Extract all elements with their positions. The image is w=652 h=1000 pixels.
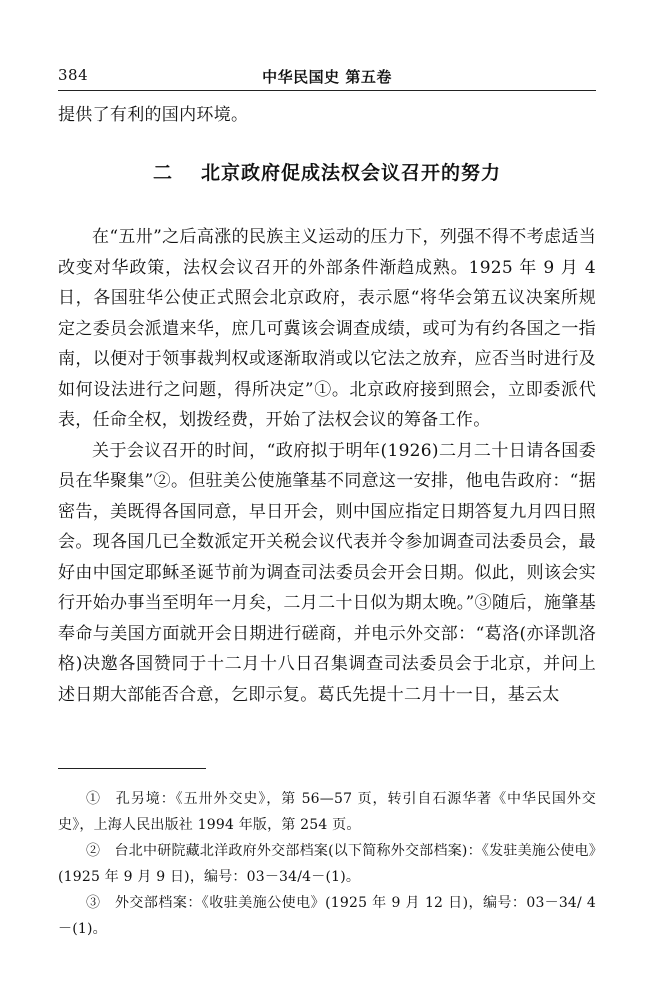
page-number: 384 — [58, 66, 89, 84]
header-rule — [58, 90, 596, 91]
section-title: 北京政府促成法权会议召开的努力 — [201, 162, 502, 184]
footnotes — [58, 786, 596, 942]
footnote: ① 孔另境：《五卅外交史》，第 56—57 页，转引自石源华著《中华民国外交史》，上海人民出版社 1994 年版，第 254 页。 — [58, 791, 596, 833]
section-number: 二 — [152, 162, 173, 184]
section-heading — [58, 158, 596, 185]
footnote: ② 台北中研院藏北洋政府外交部档案(以下简称外交部档案)：《发驻美施公使电》(1925 年 9 月 9 日)，编号：03－34/4－(1)。 — [58, 843, 596, 885]
paragraph: 在“五卅”之后高涨的民族主义运动的压力下，列强不得不考虑适当改变对华政策，法权会议召开的外部条件渐趋成熟。1925 年 9 月 4 日，各国驻华公使正式照会北京政府，表示愿“将华会第五议决案所规定之委员会派遣来华，庶几可冀该会调查成绩，或可为有约各国之一指南，以便对于领事裁判权或逐渐取消或以它法之放弃，应否当时进行及如何设法进行之问题，得所决定”①。北京政府接到照会，立即委派代表，任命全权，划拨经费，开始了法权会议的筹备工作。 — [58, 227, 596, 430]
running-title: 中华民国史 第五卷 — [262, 68, 392, 86]
footnote: ③ 外交部档案：《收驻美施公使电》(1925 年 9 月 12 日)，编号：03－34/ 4－(1)。 — [58, 895, 596, 937]
main-text — [58, 222, 596, 710]
page-header — [58, 66, 596, 90]
continuation-line: 提供了有利的国内环境。 — [58, 105, 249, 125]
paragraph: 关于会议召开的时间，“政府拟于明年(1926)二月二十日请各国委员在华聚集”②。但驻美公使施肇基不同意这一安排，他电告政府：“据密告，美既得各国同意，早日开会，则中国应指定日期答复九月四日照会。现各国几已全数派定开关税会议代表并令参加调查司法委员会，最好由中国定耶稣圣诞节前为调查司法委员会开会日期。似此，则该会实行开始办事当至明年一月矣，二月二十日似为期太晚。”③随后，施肇基奉命与美国方面就开会日期进行磋商，并电示外交部：“葛洛(亦译凯洛格)决邀各国赞同于十二月十八日召集调查司法委员会于北京，并问上述日期大部能否合意，乞即示复。葛氏先提十二月十一日，基云太 — [58, 440, 596, 705]
footnote-rule — [58, 768, 206, 769]
